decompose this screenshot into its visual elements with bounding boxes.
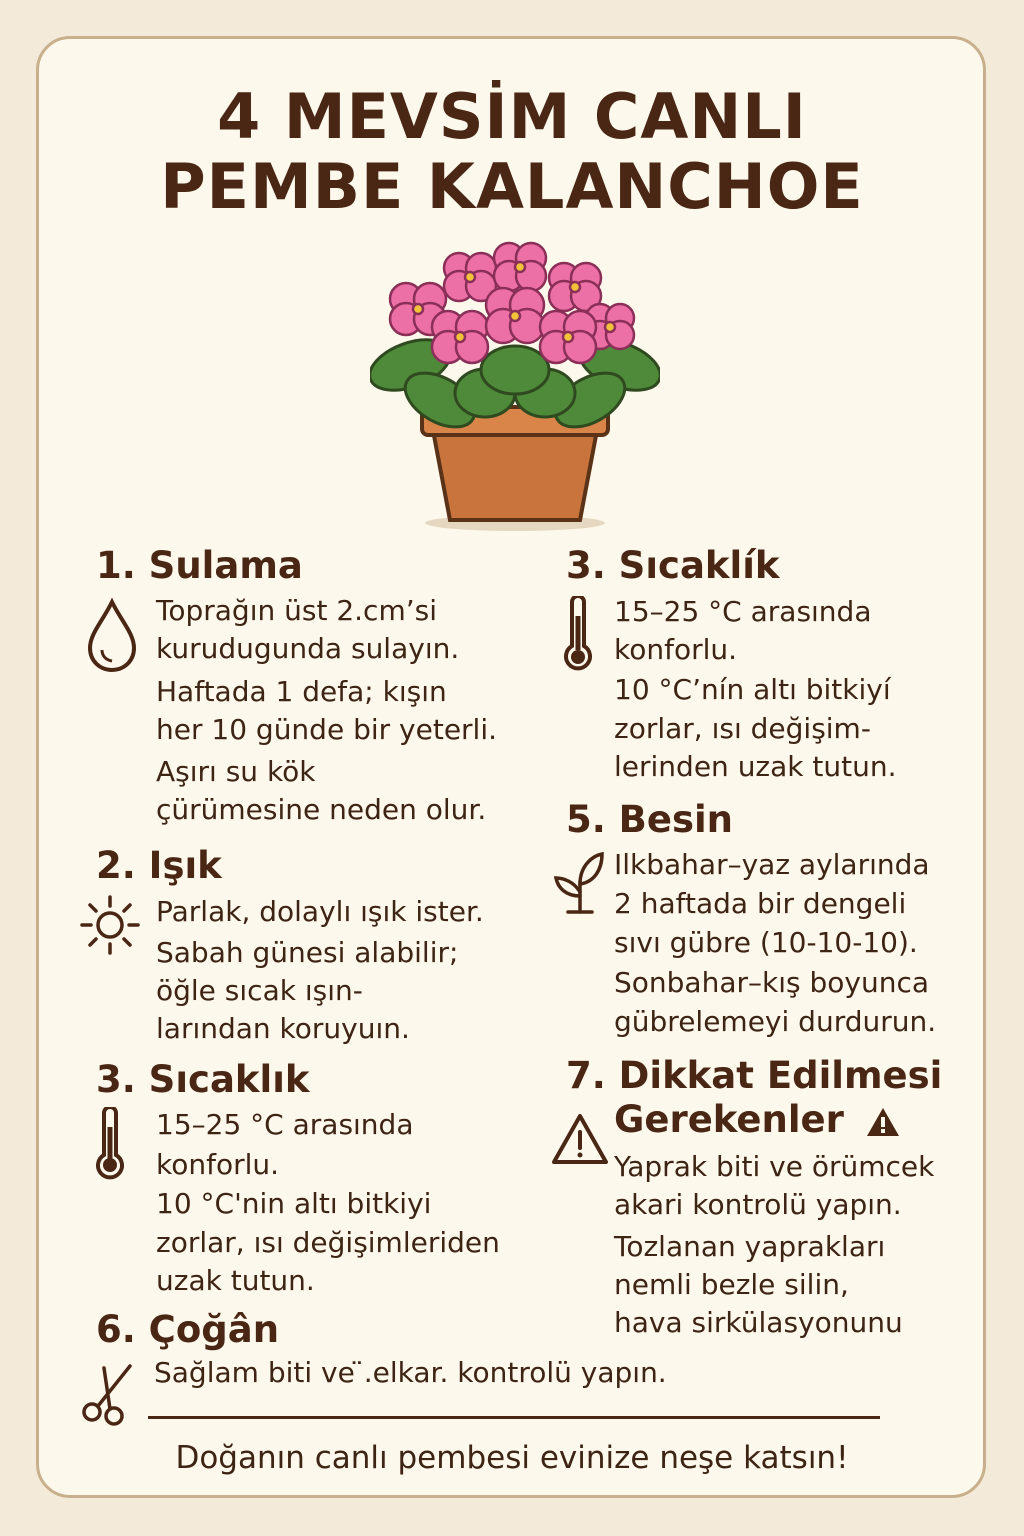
- heading-sicaklik-right: 3. Sıcaklík: [566, 544, 780, 587]
- sprout-icon: [552, 848, 608, 918]
- heading-dikkat-line-1: 7. Dikkat Edilmesi: [566, 1054, 943, 1097]
- besin-line-2: 2 haftada bir dengeli: [614, 887, 907, 920]
- heading-dikkat-line-2: [614, 1098, 901, 1141]
- sulama-line-5: Aşırı su kök: [156, 755, 316, 788]
- besin-line-5: gübrelemeyi durdurun.: [614, 1005, 937, 1038]
- dikkat-line-5: hava sirkülasyonunu: [614, 1306, 903, 1339]
- sun-icon: [78, 893, 142, 957]
- scissors-icon: [78, 1360, 140, 1426]
- isik-line-2: Sabah günesi alabilir;: [156, 936, 459, 969]
- isik-line-3: öğle sıcak ışın-: [156, 974, 363, 1007]
- warning-icon: [550, 1112, 610, 1168]
- heading-isik: 2. Işık: [96, 844, 222, 887]
- sicaklik-right-line-4: zorlar, ısı değişim-: [614, 712, 871, 745]
- besin-line-4: Sonbahar–kış boyunca: [614, 966, 929, 999]
- sicaklik-left-line-1: 15–25 °C arasında: [156, 1108, 414, 1141]
- sicaklik-right-line-1: 15–25 °C arasında: [614, 595, 872, 628]
- heading-sicaklik-left: 3. Sıcaklık: [96, 1058, 310, 1101]
- heading-besin: 5. Besin: [566, 798, 734, 841]
- dikkat-line-2: akari kontrolü yapın.: [614, 1188, 902, 1221]
- sulama-line-3: Haftada 1 defa; kışın: [156, 675, 447, 708]
- sulama-line-4: her 10 günde bir yeterli.: [156, 713, 498, 746]
- sicaklik-left-line-5: uzak tutun.: [156, 1264, 315, 1297]
- cogan-line-1: Sağlam biti ve ̈.elkar. kontrolü yapın.: [154, 1356, 667, 1389]
- sicaklik-right-line-3: 10 °C’nín altı bitkiyí: [614, 673, 891, 706]
- sicaklik-left-line-3: 10 °C'nin altı bitkiyi: [156, 1187, 432, 1220]
- title-line-2: PEMBE KALANCHOE: [160, 150, 864, 223]
- dikkat-line-3: Tozlanan yaprakları: [614, 1230, 886, 1263]
- isik-line-4: larından koruyuın.: [156, 1012, 410, 1045]
- footer-slogan: Doğanın canlı pembesi evinize neşe katsın!: [175, 1440, 849, 1476]
- sicaklik-right-line-2: konforlu.: [614, 633, 738, 666]
- sicaklik-right-line-5: lerinden uzak tutun.: [614, 750, 897, 783]
- water-drop-icon: [84, 598, 140, 674]
- besin-line-3: sıvı gübre (10-10-10).: [614, 926, 918, 959]
- heading-dikkat-text: Gerekenler: [614, 1098, 844, 1141]
- sulama-line-2: kurudugunda sulayın.: [156, 632, 460, 665]
- title-line-1: 4 MEVSİM CANLI: [217, 80, 807, 153]
- sicaklik-left-line-2: konforlu.: [156, 1148, 280, 1181]
- dikkat-line-4: nemli bezle silin,: [614, 1268, 849, 1301]
- sulama-line-1: Toprağın üst 2.cm’si: [156, 594, 437, 627]
- dikkat-line-1: Yaprak biti ve örümcek: [614, 1150, 935, 1183]
- kalanchoe-plant-illustration: [370, 235, 660, 535]
- thermometer-icon: [92, 1107, 128, 1181]
- footer-divider: [148, 1416, 880, 1419]
- sulama-line-6: çürümesine neden olur.: [156, 793, 487, 826]
- besin-line-1: Ilkbahar–yaz aylarında: [614, 848, 930, 881]
- sicaklik-left-line-4: zorlar, ısı değişimleriden: [156, 1226, 500, 1259]
- heading-cogan: 6. Çoğân: [96, 1308, 280, 1351]
- warning-icon: [865, 1106, 901, 1138]
- heading-sulama: 1. Sulama: [96, 544, 303, 587]
- isik-line-1: Parlak, dolaylı ışık ister.: [156, 895, 484, 928]
- thermometer-icon: [560, 596, 596, 674]
